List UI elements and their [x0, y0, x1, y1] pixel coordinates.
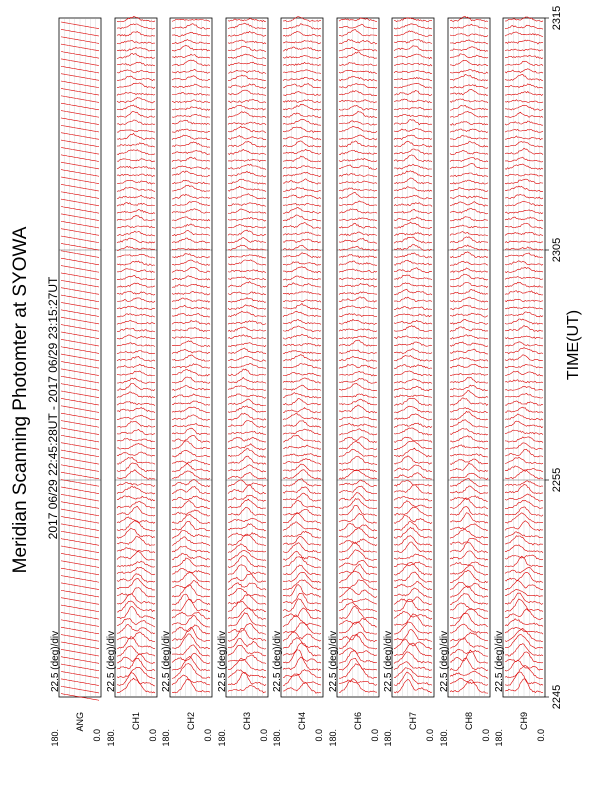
panel-name-label: CH4 [297, 712, 307, 731]
panel-name-label: CH1 [131, 712, 141, 731]
panel-ch7 [383, 18, 435, 747]
scale-label: 22.5 (deg)/div [161, 630, 172, 692]
panel-ch8 [439, 17, 491, 747]
y-tick-label-bottom: 0.0 [536, 729, 546, 742]
panel-ch1 [106, 16, 158, 746]
panel-name-label: CH3 [242, 712, 252, 731]
x-tick-label: 2245 [551, 684, 563, 710]
panel-name-label: CH6 [353, 712, 363, 731]
panel-name-label: CH7 [408, 712, 418, 731]
panel-ch4 [272, 16, 324, 746]
time-range-label: 2017 06/29 22:45:28UT - 2017 06/29 23:15:27UT [46, 276, 60, 540]
scale-label: 22.5 (deg)/div [494, 630, 505, 692]
y-tick-label-bottom: 0.0 [148, 729, 158, 742]
panel-name-label: CH2 [186, 712, 196, 731]
panel-ch2 [161, 18, 213, 747]
x-tick-label: 2305 [551, 237, 563, 263]
y-tick-label-top: 180. [494, 729, 504, 747]
y-tick-label-top: 180. [217, 729, 227, 747]
y-tick-label-bottom: 0.0 [425, 729, 435, 742]
y-tick-label-bottom: 0.0 [259, 729, 269, 742]
y-tick-label-top: 180. [161, 729, 171, 747]
y-tick-label-top: 180. [439, 729, 449, 747]
y-tick-label-bottom: 0.0 [370, 729, 380, 742]
scale-label: 22.5 (deg)/div [272, 630, 283, 692]
scale-label: 22.5 (deg)/div [439, 630, 450, 692]
panel-name-label: CH9 [519, 712, 529, 731]
scale-label: 22.5 (deg)/div [328, 630, 339, 692]
x-tick-label: 2255 [551, 467, 563, 493]
y-tick-label-top: 180. [328, 729, 338, 747]
y-tick-label-top: 180. [106, 729, 116, 747]
scale-label: 22.5 (deg)/div [106, 630, 117, 692]
panel-name-label: ANG [75, 712, 85, 732]
y-tick-label-top: 180. [272, 729, 282, 747]
panel-ch6 [328, 18, 380, 747]
y-tick-label-top: 180. [50, 729, 60, 747]
y-tick-label-bottom: 0.0 [92, 729, 102, 742]
y-tick-label-top: 180. [383, 729, 393, 747]
y-tick-label-bottom: 0.0 [203, 729, 213, 742]
scale-label: 22.5 (deg)/div [217, 630, 228, 692]
y-tick-label-bottom: 0.0 [314, 729, 324, 742]
panel-ch9 [494, 17, 546, 747]
y-tick-label-bottom: 0.0 [481, 729, 491, 742]
scale-label: 22.5 (deg)/div [383, 630, 394, 692]
panel-name-label: CH8 [464, 712, 474, 731]
x-axis-label: TIME(UT) [565, 309, 582, 381]
scale-label: 22.5 (deg)/div [50, 630, 61, 692]
panel-ch3 [217, 18, 269, 747]
panels-layer [50, 16, 546, 746]
chart-title: Meridian Scanning Photomter at SYOWA [10, 226, 31, 574]
x-tick-label: 2315 [551, 5, 563, 31]
